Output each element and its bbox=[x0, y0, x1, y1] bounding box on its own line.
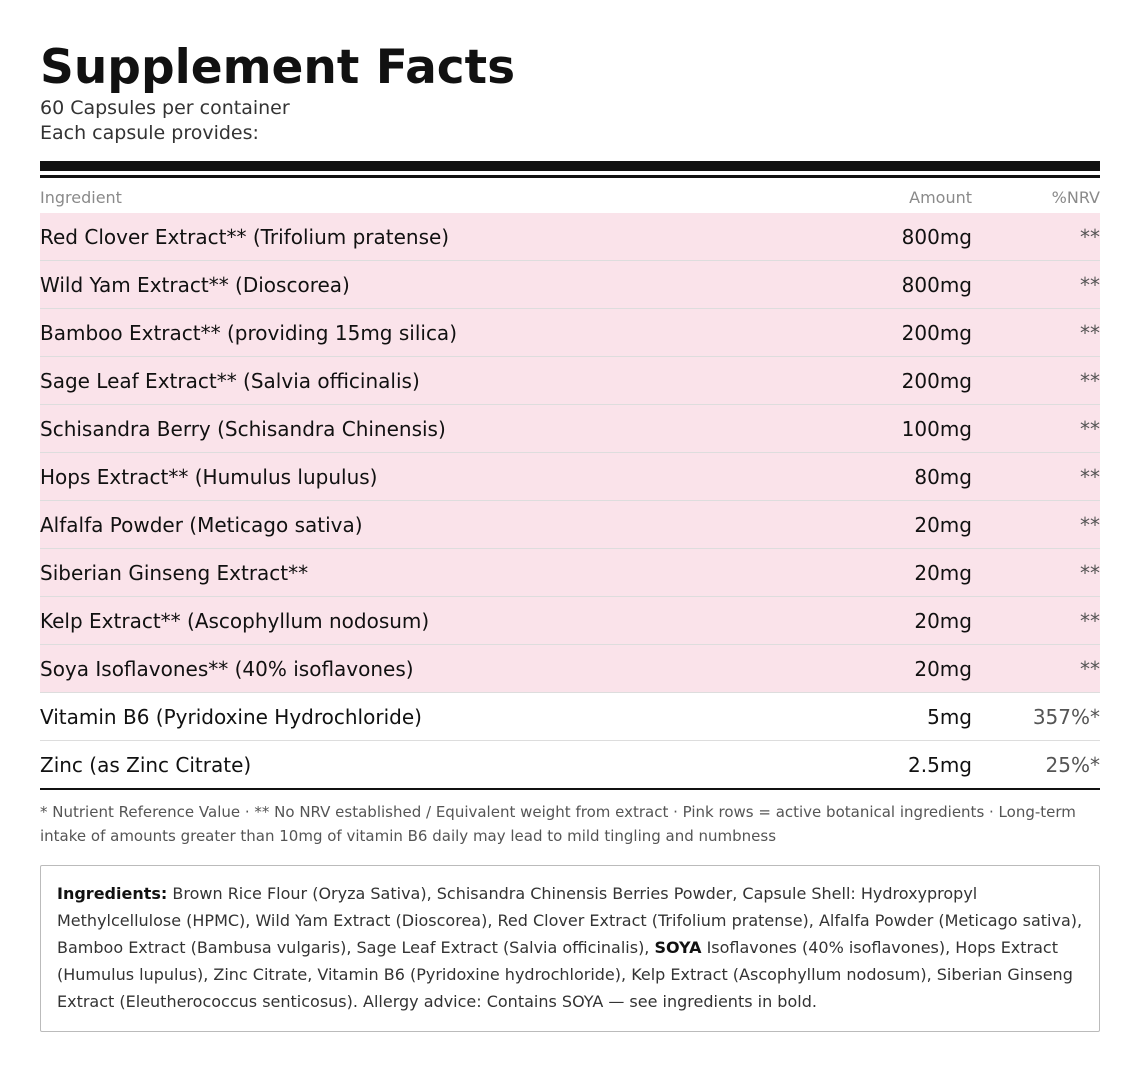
ingredient-amount: 20mg bbox=[914, 512, 972, 537]
ingredient-nrv: ** bbox=[1080, 416, 1100, 441]
table-row bbox=[40, 501, 1100, 549]
ingredient-name: Sage Leaf Extract** (Salvia officinalis) bbox=[40, 368, 420, 393]
ingredient-name: Siberian Ginseng Extract** bbox=[40, 560, 309, 585]
ingredient-name: Schisandra Berry (Schisandra Chinensis) bbox=[40, 416, 446, 441]
ingredient-nrv: 25%* bbox=[1045, 752, 1100, 777]
ingredient-nrv: ** bbox=[1080, 608, 1100, 633]
page-title: Supplement Facts bbox=[40, 40, 516, 95]
table-row bbox=[40, 213, 1100, 261]
column-header-ingredient: Ingredient bbox=[40, 188, 122, 207]
ingredient-amount: 5mg bbox=[927, 704, 972, 729]
ingredient-nrv: ** bbox=[1080, 512, 1100, 537]
table-row bbox=[40, 405, 1100, 453]
ingredients-text-part2: Isoflavones (40% isoflavones), Hops Extract (Humulus lupulus), Zinc Citrate, Vitamin B6 (Pyridoxine hydrochloride), Kelp Extract (Ascophyllum nodosum), Siberian Ginseng Extract (Eleutherococcus senticosus). Allergy advice: Contains SOYA — see ingredients in bold. bbox=[57, 938, 1073, 1011]
supplement-facts-panel bbox=[40, 40, 1100, 1032]
ingredient-amount: 20mg bbox=[914, 656, 972, 681]
table-row bbox=[40, 549, 1100, 597]
table-row bbox=[40, 261, 1100, 309]
serving-description: Each capsule provides: bbox=[40, 122, 259, 144]
thick-divider bbox=[40, 161, 1100, 171]
ingredient-name: Red Clover Extract** (Trifolium pratense) bbox=[40, 224, 450, 249]
ingredients-box bbox=[40, 865, 1100, 1032]
ingredient-amount: 100mg bbox=[901, 416, 972, 441]
ingredient-name: Alfalfa Powder (Meticago sativa) bbox=[40, 512, 363, 537]
ingredients-label: Ingredients: bbox=[57, 884, 168, 903]
ingredient-amount: 200mg bbox=[901, 368, 972, 393]
ingredient-nrv: 357%* bbox=[1032, 704, 1100, 729]
ingredient-name: Zinc (as Zinc Citrate) bbox=[40, 752, 252, 777]
ingredient-nrv: ** bbox=[1080, 656, 1100, 681]
table-row bbox=[40, 693, 1100, 741]
table-header-row bbox=[40, 178, 1100, 213]
ingredient-nrv: ** bbox=[1080, 320, 1100, 345]
ingredient-name: Soya Isoflavones** (40% isoflavones) bbox=[40, 656, 414, 681]
footnote: * Nutrient Reference Value · ** No NRV established / Equivalent weight from extract · Pink rows = active botanical ingredients · Long-term intake of amounts greater than 10mg of vitamin B6 daily may lead to mild tingling and numbness bbox=[40, 803, 1076, 845]
ingredient-amount: 2.5mg bbox=[908, 752, 972, 777]
table-row bbox=[40, 597, 1100, 645]
ingredient-nrv: ** bbox=[1080, 272, 1100, 297]
ingredient-amount: 200mg bbox=[901, 320, 972, 345]
servings-per-container: 60 Capsules per container bbox=[40, 97, 290, 119]
ingredient-amount: 800mg bbox=[901, 272, 972, 297]
table-row bbox=[40, 453, 1100, 501]
table-row bbox=[40, 645, 1100, 693]
ingredient-nrv: ** bbox=[1080, 464, 1100, 489]
column-header-amount: Amount bbox=[909, 188, 972, 207]
allergen-highlight: SOYA bbox=[654, 938, 702, 957]
ingredients-text-part1: Brown Rice Flour (Oryza Sativa), Schisandra Chinensis Berries Powder, Capsule Shell: Hydroxypropyl Methylcellulose (HPMC), Wild Yam Extract (Dioscorea), Red Clover Extract (Trifolium pratense), Alfalfa Powder (Meticago sativa), Bamboo Extract (Bambusa vulgaris), Sage Leaf Extract (Salvia officinalis), bbox=[57, 884, 1083, 957]
ingredient-name: Kelp Extract** (Ascophyllum nodosum) bbox=[40, 608, 430, 633]
table-row bbox=[40, 741, 1100, 790]
table-row bbox=[40, 309, 1100, 357]
ingredient-name: Wild Yam Extract** (Dioscorea) bbox=[40, 272, 350, 297]
ingredient-nrv: ** bbox=[1080, 224, 1100, 249]
column-header-nrv: %NRV bbox=[1051, 188, 1100, 207]
table-row bbox=[40, 357, 1100, 405]
ingredient-nrv: ** bbox=[1080, 368, 1100, 393]
ingredient-amount: 20mg bbox=[914, 560, 972, 585]
ingredient-amount: 800mg bbox=[901, 224, 972, 249]
ingredient-name: Vitamin B6 (Pyridoxine Hydrochloride) bbox=[40, 704, 422, 729]
nutrient-table bbox=[40, 178, 1100, 790]
ingredient-nrv: ** bbox=[1080, 560, 1100, 585]
ingredient-name: Bamboo Extract** (providing 15mg silica) bbox=[40, 320, 457, 345]
ingredient-name: Hops Extract** (Humulus lupulus) bbox=[40, 464, 378, 489]
ingredient-amount: 20mg bbox=[914, 608, 972, 633]
table-body bbox=[40, 213, 1100, 790]
ingredient-amount: 80mg bbox=[914, 464, 972, 489]
